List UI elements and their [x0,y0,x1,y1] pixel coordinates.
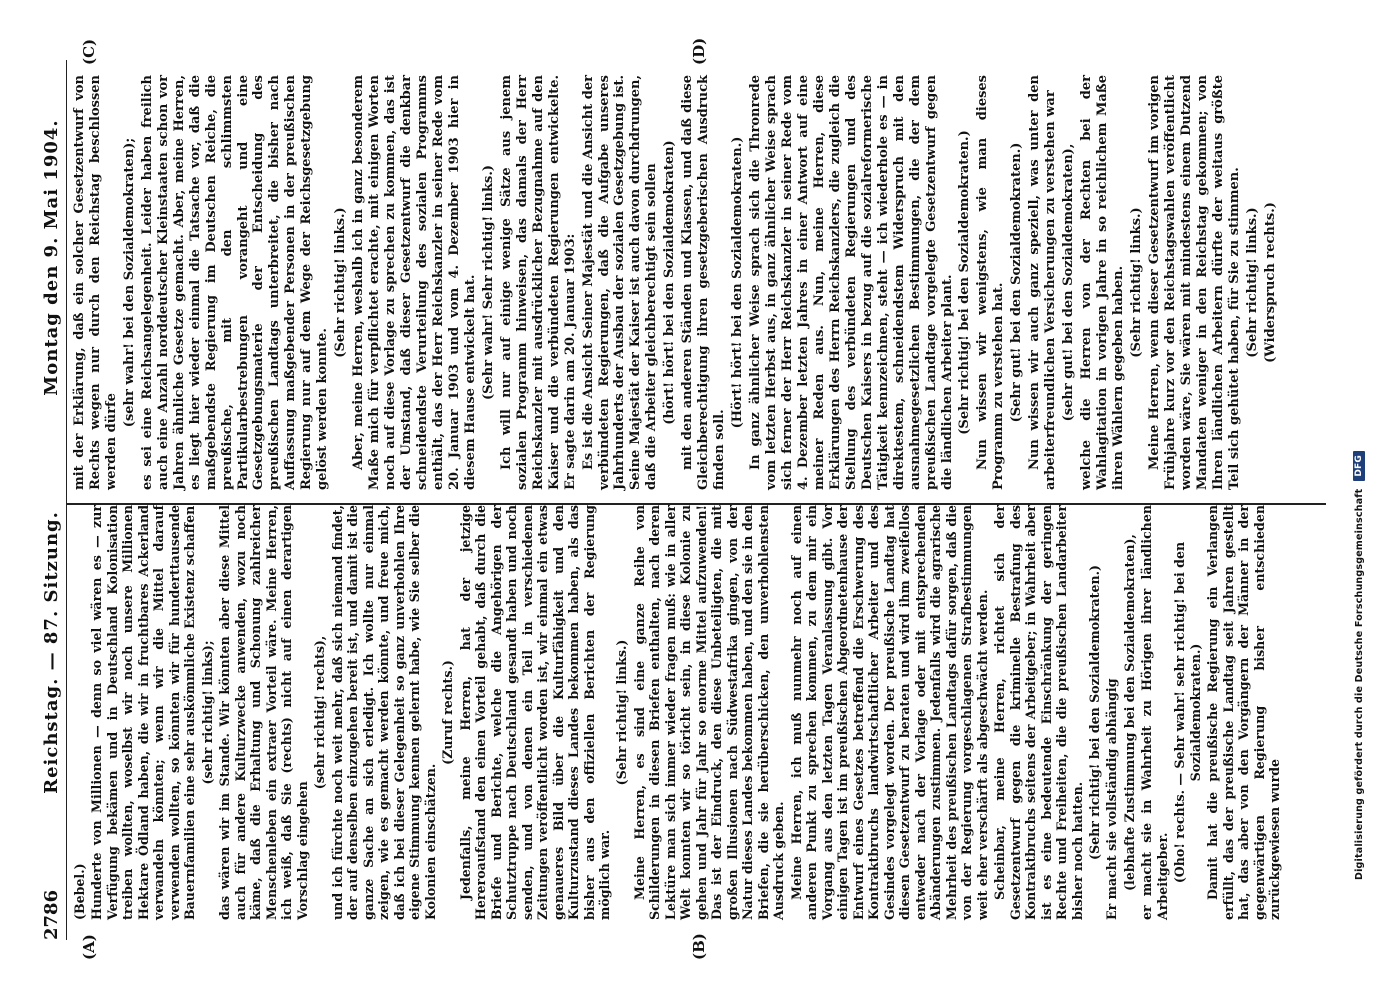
paragraph: Nun wissen wir wenigstens, wie man dieses Programm zu verstehen hat. [975,75,1007,490]
paragraph: und ich fürchte noch weit mehr, daß sich niemand findet, der auf denselben einzugehen bereit ist, und damit ist die ganze Sache an sich erledigt. Ich wollte nur einmal zeigen, wie es gemacht werden könnte, und freue mich, daß ich bei dieser Gelegenheit so ganz unverhohlen Ihre eigene Stimmung kennen gelernt habe, wie Sie selber die Kolonien einschätzen. [329,505,438,920]
left-column [72,505,1285,920]
interjection: (Sehr wahr! Sehr richtig! links.) [480,164,496,401]
dfg-logo: DFG [1353,451,1365,481]
quotation: mit den anderen Ständen und Klassen, und daß diese Gleichberechtigung ihren gesetzgeberischen Ausdruck finden soll. [680,75,728,490]
interjection: (sehr richtig! links); [199,640,215,785]
interjection: (Sehr richtig! links.) [333,207,349,358]
paragraph: das wären wir im Stande. Wir könnten aber diese Mittel auch für andere Kulturzwecke anwenden, wozu noch käme, daß die Erhaltung und Schonung zahlreicher Menschenleben ein extraer Vorteil wäre. Meine Herren, ich weiß, daß Sie (rechts) nicht auf einen derartigen Vorschlag eingehen [217,505,310,920]
interjection: (lebhafte Zustimmung bei den Sozialdemokraten), [1121,534,1137,891]
paragraph: Meine Herren, es sind eine ganze Reihe von Schilderungen in diesen Briefen enthalten, nach deren Lektüre man sich immer wieder fragen muß: wie in aller Welt konnten wir so töricht sein, in diese Kolonie zu gehen und Jahr für Jahr so enorme Mittel aufzuwenden! Das ist der Eindruck, den diese Unbeteiligten, die mit großen Illusionen nach Südwestafrika gingen, von der Natur dieses Landes bekommen haben, und den sie in den Briefen, die sie herüberschicken, den unverhohlensten Ausdruck geben. [631,505,787,920]
paragraph: Jedenfalls, meine Herren, hat der jetzige Hereroaufstand den einen Vorteil gehabt, daß durch die Briefe und Berichte, welche die Angehörigen der Schutztruppe nach Deutschland gesandt haben und noch senden, und von denen ein Teil in verschiedenen Zeitungen veröffentlicht worden ist, wir einmal ein etwas genaueres Bild über die Kulturfähigkeit und den Kulturzustand dieses Landes bekommen haben, als das bisher aus den offiziellen Berichten der Regierung möglich war. [457,505,612,920]
interjection: (Widerspruch rechts.) [1262,202,1278,363]
margin-letter-d: (D) [690,37,708,65]
margin-letter-c: (C) [80,38,98,65]
paragraph: Hunderte von Millionen — denn so viel wären es — zur Verfügung bekämen und in Deutschland Kolonisation treiben wollten, woselbst wir noch unsere Millionen Hektare Ödland haben, die wir in fruchtbares Ackerland verwandeln könnten; wenn wir die Mittel darauf verwenden wollten, so könnten wir für hunderttausende Bauernfamilien eine sehr auskömmliche Existenz schaffen [89,505,198,920]
paragraph: Nun wissen wir auch ganz speziell, was unter den arbeiterfreundlichen Versicherungen zu verstehen war [1027,75,1059,490]
paragraph: Er macht sie vollständig abhängig [1104,678,1120,920]
interjection: (sehr wahr! bei den Sozialdemokraten); [121,137,137,428]
paragraph: Ich will nur auf einige wenige Sätze aus jenem sozialen Programm hinweisen, das damals der Herr Reichskanzler mit ausdrücklicher Bezugnahme auf den Kaiser und die verbündeten Regierungen entwickelte. Er sagte darin am 20. Januar 1903: [498,75,578,490]
session-title: Reichstag. — 87. Sitzung. [40,511,62,794]
interjection: (sehr richtig! rechts), [312,635,328,790]
speaker-name: (Bebel.) [72,863,87,920]
interjection: (sehr gut! bei den Sozialdemokraten), [1061,143,1077,422]
paragraph: Aber, meine Herren, weshalb ich in ganz besonderem Maße mich für verpflichtet erachte, mit einigen Worten noch auf diese Vorlage zu sprechen zu kommen, das ist der Umstand, daß dieser Gesetzentwurf die denkbar schneidendste Verurteilung des sozialen Programms enthält, das der Herr Reichskanzler in seiner Rede vom 20. Januar 1903 und vom 4. Dezember 1903 hier in diesem Hause entwickelt hat. [351,75,478,490]
interjection: (Sehr richtig! links.) [614,639,630,786]
digitization-credit [1353,451,1365,880]
interjection: (Oho! rechts. — Sehr wahr! sehr richtig! bei den Sozialdemokraten.) [1172,541,1203,884]
paragraph: Damit hat die preußische Regierung ein Verlangen erfüllt, das der preußische Landtag seit Jahren gestellt hat, das aber von den Vorgängern der Männer in der gegenwärtigen Regierung bisher entschieden zurückgewiesen wurde [1205,505,1283,920]
interjection: (Sehr richtig! bei den Sozialdemokraten.) [1087,565,1102,860]
date-title: Montag den 9. Mai 1904. [40,119,62,396]
paragraph: mit der Erklärung, daß ein solcher Gesetzentwurf von Rechts wegen nur durch den Reichstag beschlossen werden dürfe [72,75,119,490]
quotation: Es ist die Ansicht Seiner Majestät und die Ansicht der verbündeten Regierungen, daß die Aufgabe unseres Jahrhunderts der Ausbau der sozialen Gesetzgebung ist. Seine Majestät der Kaiser ist auch davon durchdrungen, daß die Arbeiter gleichberechtigt sein sollen [580,75,660,490]
interjection: (Sehr richtig! links.) [1244,207,1260,358]
credit-text: Digitalisierung gefördert durch die Deutsche Forschungsgemeinschaft [1353,488,1365,880]
right-column [72,75,1281,490]
header-rule [66,60,67,940]
paragraph: Meine Herren, wenn dieser Gesetzentwurf im vorigen Frühjahre kurz vor den Reichstagswahlen veröffentlicht worden wäre, Sie wären mit mindestens einem Dutzend Mandaten weniger in den Reichstag gekommen; von Ihren ländlichen Arbeitern dürfte der weitaus größte Teil sich gehütet haben, für Sie zu stimmen. [1146,75,1242,490]
margin-letter-b: (B) [690,933,708,960]
paragraph: er macht sie in Wahrheit zu Hörigen ihrer ländlichen Arbeitgeber. [1139,505,1170,920]
interjection: (Sehr richtig! links.) [1129,207,1144,358]
paragraph: welche die Herren von der Rechten bei der Wahlagitation in vorigen Jahre in so reichlichem Maße ihren Wählern gegeben haben. [1079,75,1127,490]
page-number: 2786 [40,889,62,940]
paragraph: Meine Herren, ich muß nunmehr noch auf einen anderen Punkt zu sprechen kommen, zu dem mir ein Vorgang aus den letzten Tagen Veranlassung gibt. Vor einigen Tagen ist im preußischen Abgeordnetenhause der Entwurf eines Gesetzes betreffend die Erschwerung des Kontraktbruchs landwirtschaftlicher Arbeiter und des Gesindes vorgelegt worden. Der preußische Landtag hat diesen Gesetzentwurf zu beraten und wird ihm zweifellos entweder nach der Vorlage oder mit entsprechenden Abänderungen zustimmen. Jedenfalls wird die agrarische Mehrheit des preußischen Landtags dafür sorgen, daß die von der Regierung vorgeschlagenen Strafbestimmungen weit eher verschärft als abgeschwächt werden. [788,505,990,920]
interjection: (hört! hört! bei den Sozialdemokraten) [662,140,678,425]
margin-letter-a: (A) [80,934,98,960]
interjection: (Zuruf rechts.) [440,660,456,765]
paragraph: In ganz ähnlicher Weise sprach sich die Thronrede vom letzten Herbst aus, in ganz ähnlicher Weise sprach sich ferner der Herr Reichskanzler in seiner Rede vom 4. Dezember letzten Jahres in einer Antwort auf eine meiner Reden aus. Nun, meine Herren, diese Erklärungen des Herrn Reichskanzlers, die zugleich die Stellung des verbündeten Regierungen und des Deutschen Kaisers in bezug auf die sozialreformerische Tätigkeit kennzeichnen, steht — ich wiederhole es — in direktestem, schneidendstem Widerspruch mit den ausnahmegesetzlichen Bestimmungen, die der dem preußischen Landtage vorgelegte Gesetzentwurf gegen die ländlichen Arbeiter plant. [748,75,955,490]
paragraph: Scheinbar, meine Herren, richtet sich der Gesetzentwurf gegen die kriminelle Bestrafung des Kontraktbruchs seitens der Arbeitgeber; in Wahrheit aber ist es eine bedeutende Einschränkung der geringen Rechte und Freiheiten, die die preußischen Landarbeiter bisher noch hatten. [992,505,1085,920]
interjection: (Sehr gut! bei den Sozialdemokraten.) [1009,142,1025,423]
interjection: (Sehr richtig! bei den Sozialdemokraten.) [957,130,973,435]
page-header [38,60,64,940]
paragraph: es sei eine Reichsangelegenheit. Leider haben freilich auch eine Anzahl norddeutscher Kleinstaaten schon vor Jahren ähnliche Gesetze gemacht. Aber, meine Herren, es liegt hier wieder einmal die Tatsache vor, daß die maßgebendste Regierung im Deutschen Reiche, die preußische, mit den schlimmsten Partikularbestrebungen vorangeht und eine Gesetzgebungsmaterie der Entscheidung des preußischen Landtags unterbreitet, die bisher nach Auffassung maßgebender Personen in der preußischen Regierung nur auf dem Wege der Reichsgesetzgebung gelöst werden konnte. [139,75,331,490]
interjection: (Hört! hört! bei den Sozialdemokraten.) [730,136,746,429]
